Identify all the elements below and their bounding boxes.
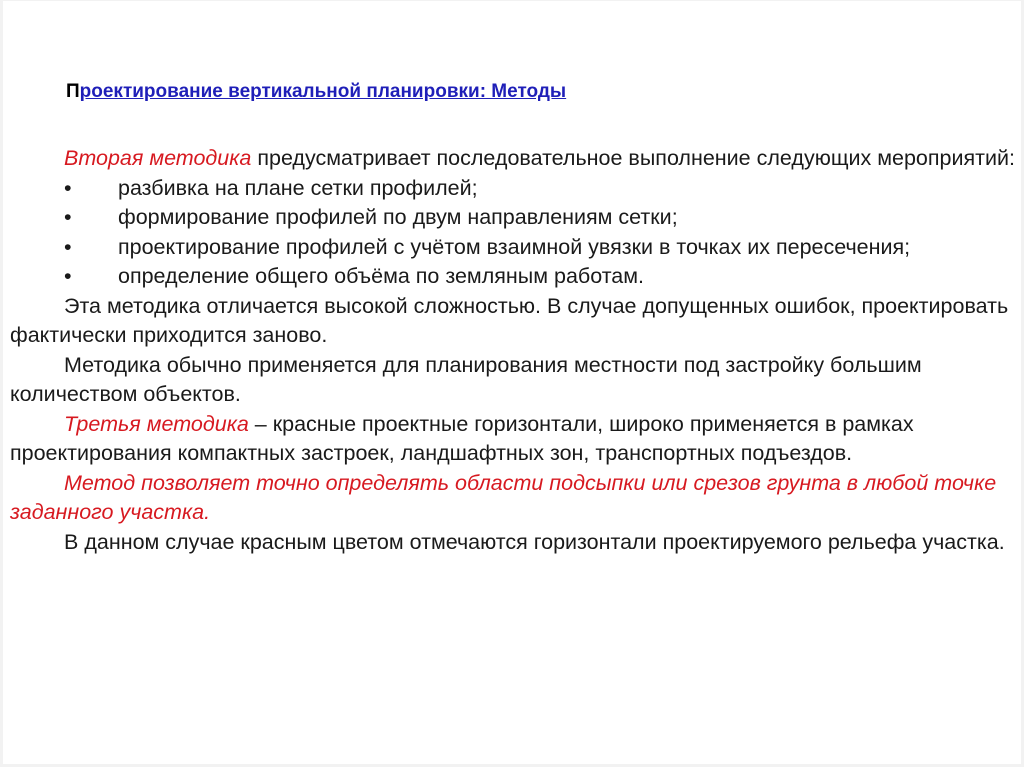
paragraph-third-method (10, 410, 1016, 469)
list-item (10, 262, 1016, 292)
list-item-text: формирование профилей по двум направлениям сетки; (118, 205, 678, 229)
slide-body (10, 144, 1016, 557)
slide-title (66, 80, 566, 104)
paragraph-usage: Методика обычно применяется для планирования местности под застройку большим количеством объектов. (10, 352, 922, 406)
list-item (10, 203, 1016, 233)
bullet-icon: • (64, 175, 72, 200)
paragraph-complexity: Эта методика отличается высокой сложностью. В случае допущенных ошибок, проектировать фактически приходится заново. (10, 293, 1009, 347)
list-item (10, 233, 1016, 263)
second-method-text: предусматривает последовательное выполнение следующих мероприятий: (251, 146, 1015, 170)
third-method-emphasis: Третья методика (64, 411, 249, 436)
bullet-icon: • (64, 205, 72, 229)
slide (3, 1, 1021, 764)
paragraph-red-contours: В данном случае красным цветом отмечаются горизонтали проектируемого рельефа участка. (64, 529, 1005, 554)
third-method-text: – красные проектные горизонтали, широко применяется в рамках проектирования компактных застроек, ландшафтных зон, транспортных подъездов. (10, 411, 914, 465)
title-link-text[interactable]: роектирование вертикальной планировки: Методы (79, 81, 567, 102)
list-item (10, 174, 1016, 204)
list-item-text: определение общего объёма по земляным работам. (118, 264, 645, 288)
bullet-icon: • (64, 264, 72, 288)
list-item-text: проектирование профилей с учётом взаимной увязки в точках их пересечения; (118, 234, 911, 259)
paragraph-second-method (10, 144, 1016, 174)
list-item-text: разбивка на плане сетки профилей; (118, 175, 478, 200)
second-method-emphasis: Вторая методика (64, 146, 252, 170)
title-first-letter: П (66, 81, 80, 102)
paragraph-method-advantage: Метод позволяет точно определять области подсыпки или срезов грунта в любой точке заданного участка. (10, 470, 997, 524)
bullet-icon: • (64, 234, 72, 259)
